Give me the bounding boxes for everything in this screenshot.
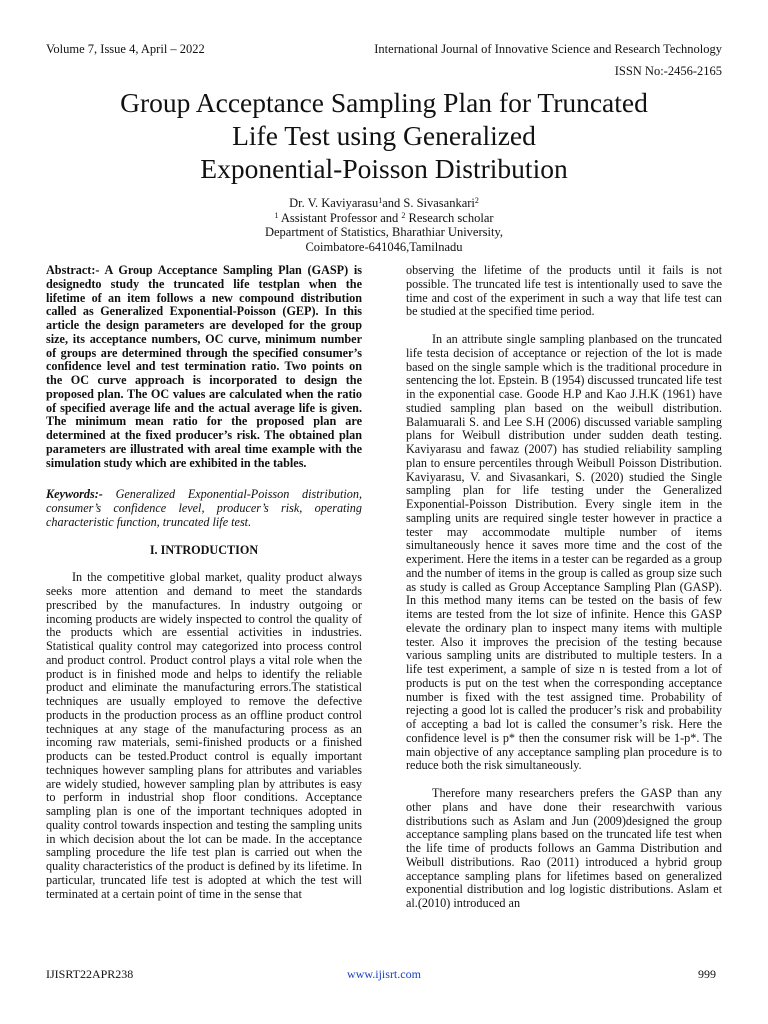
keywords bbox=[46, 488, 362, 529]
body-paragraph: observing the lifetime of the products until it fails is not possible. The truncated life test is intentionally used to save the time and cost of the experiment in such a way that life test can be studied at the specified time period. bbox=[406, 263, 722, 319]
author-department: Department of Statistics, Bharathiar University, bbox=[264, 225, 504, 239]
journal-name: International Journal of Innovative Science and Research Technology bbox=[374, 42, 722, 56]
section-heading-introduction: I. INTRODUCTION bbox=[149, 542, 259, 557]
journal-issn: ISSN No:-2456-2165 bbox=[614, 64, 722, 78]
title-line: Exponential-Poisson Distribution bbox=[200, 153, 568, 184]
author-roles: $^1$ Assistant Professor and $^2$ Research scholar bbox=[274, 210, 494, 225]
page-number: 999 bbox=[698, 967, 716, 981]
left-column bbox=[46, 264, 362, 901]
author-location: Coimbatore-641046,Tamilnadu bbox=[305, 239, 463, 254]
abstract: Abstract:- A Group Acceptance Sampling Plan (GASP) is designedto study the truncated life testplan when the lifetime of an item follows a new compound distribution called as Generalized Exponential-Poisson (GEP). In this article the design parameters are developed for the group size, its acceptance numbers, OC curve, minimum number of groups are determined through the specified consumer’s confidence level and test termination ratio. Two points on the OC curve approach is incorporated to design the proposed plan. The OC values are calculated when the ratio of specified average life and the actual average life is given. The minimum mean ratio for the proposed plan are determined at the fixed producer’s risk. The obtained plan parameters are illustrated with areal time example with the simulation study which are exhibited in the tables. bbox=[46, 263, 362, 470]
keywords-label: Keywords:- bbox=[46, 487, 103, 502]
intro-paragraph: In the competitive global market, quality product always seeks more attention and demand to meet the standards prescribed by the manufactures. In industry outgoing or incoming products are widely inspected to control the quality of the products which are essential activities in industries. Statistical quality control may categorized into process control and product control. Product control plays a vital role when the product is in finished mode and helps to identify the reliable product and eliminate the manufacturing errors.The statistical techniques are usually employed to remove the defective products in the production process as an offline product control techniques at any stage of the manufacturing process as an incoming raw materials, semi-finished products or a finished products can be tested.Product control is equally important techniques however sampling plans for attributes and variables are widely studied, however sampling plan by attributes is easy to perform in industrial shop floor conditions. Acceptance sampling plan is one of the important techniques adopted in quality control towards inspection and testing the sampling units in which decision about the lot can be made. In the acceptance sampling procedure the life test plan is carried out when the quality characteristics of the product is defined by its lifetime. In particular, truncated life test is adopted at which the test will terminated at a certain point of time in the sense that bbox=[46, 570, 362, 901]
paper-id: IJISRT22APR238 bbox=[46, 967, 134, 981]
author-names: Dr. V. Kaviyarasu$^1$and S. Sivasankari$^2$ bbox=[289, 196, 479, 210]
body-paragraph: In an attribute single sampling planbased on the truncated life testa decision of acceptance or rejection of the lot is made based on the single sample which is the traditional procedure in sentencing the lot. Epstein. B (1954) discussed truncated life test in the exponential case. Goode H.P and Kao J.H.K (1961) have studied sampling plan based on the weibull distribution. Balamuarali S. and Lee S.H (2006) discussed variable sampling plans for Weibull distribution under sudden death testing. Kaviyarasu and fawaz (2007) has studied reliability sampling plan to ensure percentiles through Weibull Poisson Distribution. Kaviyarasu, V. and Sivasankari, S. (2020) studied the Single sampling plan for life testing under the Generalized Exponential-Poisson Distribution. Every single item in the sampling units are required single tester however in practice a tester may accommodate multiple number of items simultaneously hence it saves more time and the cost of the experiment. Here the items in a tester can be regarded as a group and the number of items in the group is called as group size such as study is called as Group Acceptance Sampling Plan (GASP). In this method many items can be tested on the basis of few items are tested from the lot size of infinite. Hence this GASP elevate the ordinary plan to inspect many items with multiple tester. Also it improves the precision of the testing because various sampling units are distributed to multiple testers. In a life test experiment, a sample of size n is tested from a lot of products is put on the test when the corresponding acceptance number is fixed with the test assigned time. Probability of rejecting a good lot is called the producer’s risk and probability of accepting a bad lot is called the consumer’s risk. Here the confidence level is p* then the consumer risk will be 1-p*. The main objective of any acceptance sampling plan procedure is to reduce both the risk simultaneously. bbox=[406, 332, 722, 773]
title-line: Life Test using Generalized bbox=[232, 120, 536, 151]
right-column bbox=[406, 264, 722, 911]
journal-volume: Volume 7, Issue 4, April – 2022 bbox=[46, 42, 205, 56]
paper-title bbox=[60, 86, 708, 185]
body-paragraph: Therefore many researchers prefers the GASP than any other plans and have done their researchwith various distributions such as Aslam and Jun (2009)designed the group acceptance sampling plans based on the truncated life test when the life time of products follows an Gamma Distribution and Weibull distributions. Rao (2011) introduced a hybrid group acceptance sampling plans for lifetimes based on generalized exponential distribution and log logistic distributions. Aslam et al.(2010) introduced an bbox=[406, 786, 722, 910]
title-line: Group Acceptance Sampling Plan for Truncated bbox=[120, 87, 648, 118]
keywords-text: Generalized Exponential-Poisson distribution, consumer’s confidence level, producer’s risk, operating characteristic function, truncated life test. bbox=[46, 487, 362, 529]
author-block bbox=[100, 196, 668, 254]
website-link[interactable]: www.ijisrt.com bbox=[347, 967, 421, 981]
